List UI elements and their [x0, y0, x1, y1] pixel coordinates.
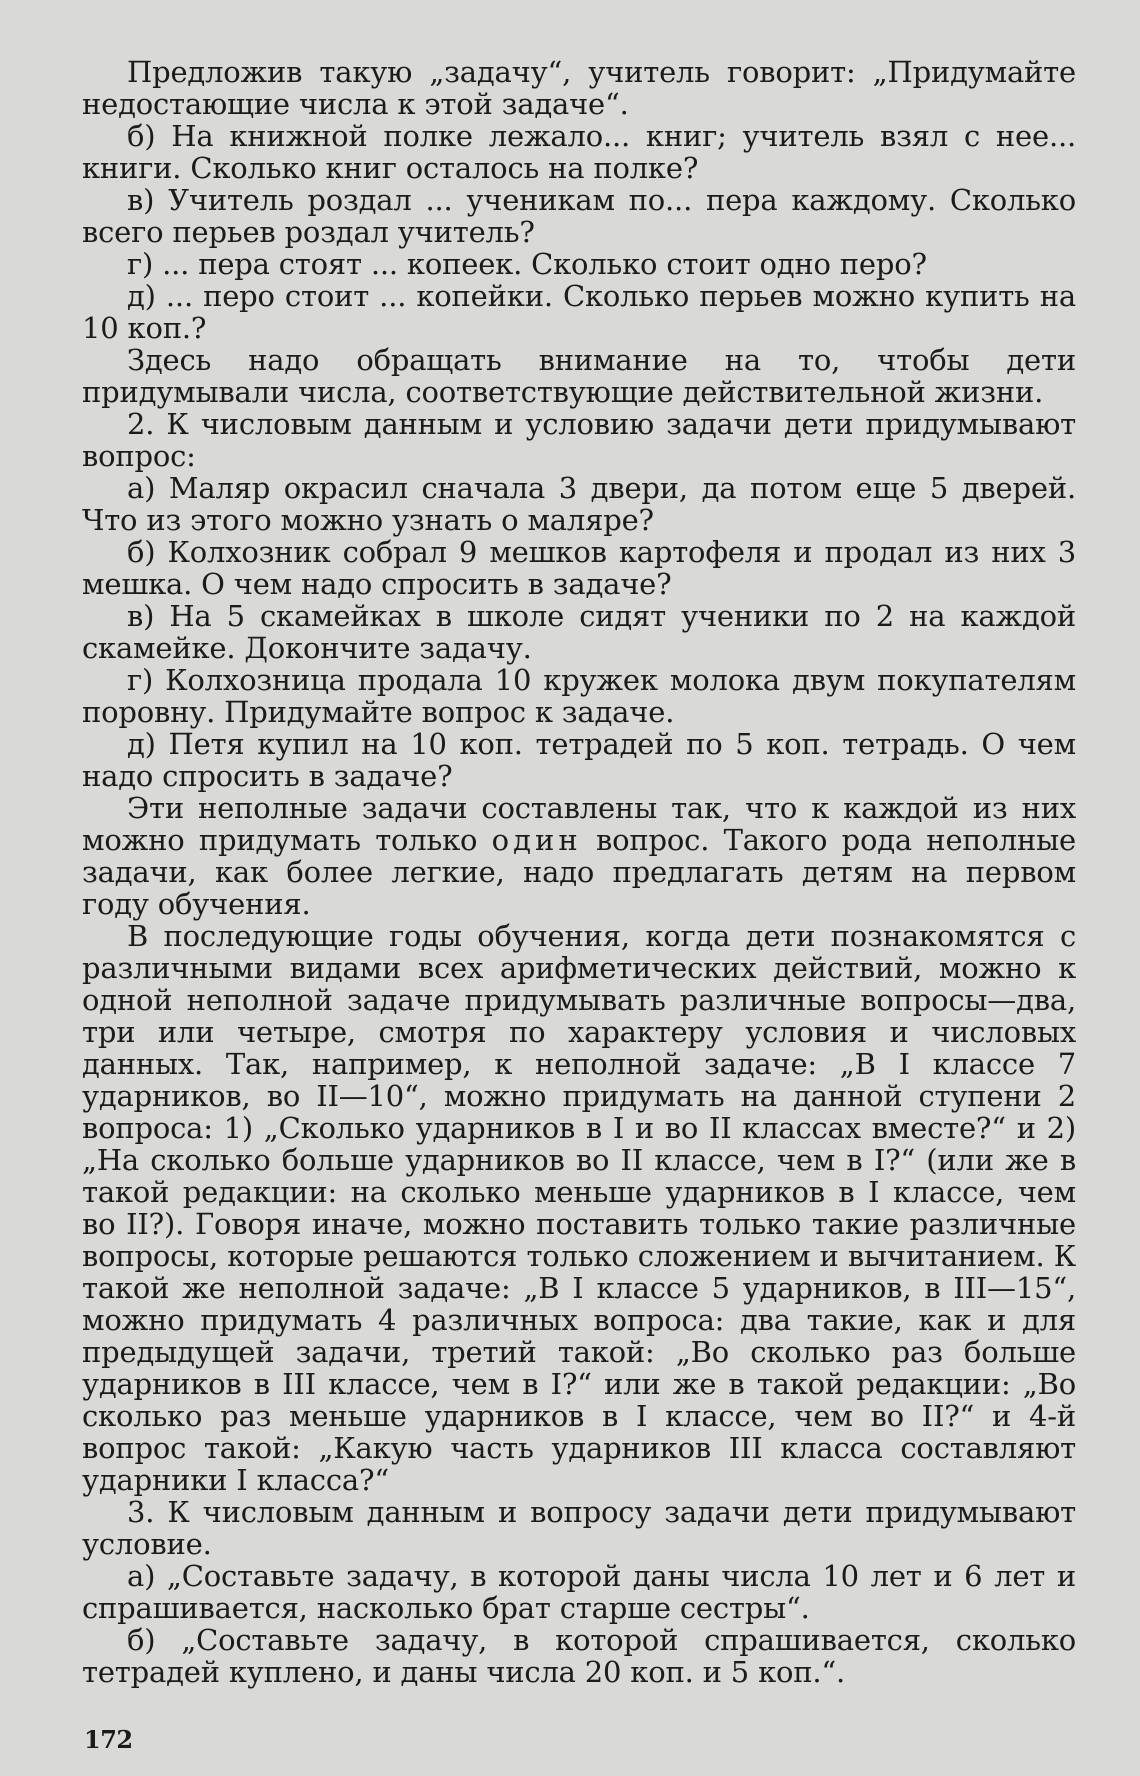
paragraph-question-v: в) На 5 скамейках в школе сидят ученики по 2 на каждой скамейке. Докончите задачу.: [82, 599, 1076, 665]
paragraph-question-d: д) Петя купил на 10 коп. тетрадей по 5 коп. тетрадь. О чем надо спросить в задаче?: [82, 727, 1076, 793]
emphasized-word: один: [491, 823, 582, 857]
paragraph-one-question-start: Эти неполные задачи составлены так, что к каждой из них можно придумать только: [82, 791, 1076, 857]
page-body: [82, 56, 1076, 1688]
paragraph-task-b: б) На книжной полке лежало... книг; учитель взял с нее... книги. Сколько книг осталось на полке?: [82, 119, 1076, 185]
paragraph-one-question: [82, 792, 1076, 920]
paragraph-intro: Предложив такую „задачу“, учитель говорит: „Придумайте недостающие числа к этой задаче“.: [82, 55, 1076, 121]
paragraph-section-2: 2. К числовым данным и условию задачи дети придумывают вопрос:: [82, 407, 1076, 473]
paragraph-section-3: 3. К числовым данным и вопросу задачи дети придумывают условие.: [82, 1495, 1076, 1561]
paragraph-later-years: В последующие годы обучения, когда дети познакомятся с различными видами всех арифметических действий, можно к одной неполной задаче придумывать различные вопросы—два, три или четыре, смотря по характеру условия и числовых данных. Так, например, к неполной задаче: „В I классе 7 ударников, во II—10“, можно придумать на данной ступени 2 вопроса: 1) „Сколько ударников в I и во II классах вместе?“ и 2) „На сколько больше ударников во II классе, чем в I?“ (или же в такой редакции: на сколько меньше ударников в I классе, чем во II?). Говоря иначе, можно поставить только такие различные вопросы, которые решаются только сложением и вычитанием. К такой же неполной задаче: „В I классе 5 ударников, в III—15“, можно придумать 4 различных вопроса: два такие, как и для предыдущей задачи, третий такой: „Во сколько раз больше ударников в III классе, чем в I?“ или же в такой редакции: „Во сколько раз меньше ударников в I классе, чем во II?“ и 4-й вопрос такой: „Какую часть ударников III класса составляют ударники I класса?“: [82, 919, 1076, 1497]
paragraph-one-question-end: вопрос. Такого рода неполные задачи, как более легкие, надо предлагать детям на первом году обучения.: [82, 823, 1076, 921]
paragraph-condition-a: а) „Составьте задачу, в которой даны числа 10 лет и 6 лет и спрашивается, насколько брат старше сестры“.: [82, 1559, 1076, 1625]
paragraph-task-d: д) ... перо стоит ... копейки. Сколько перьев можно купить на 10 коп.?: [82, 279, 1076, 345]
paragraph-question-a: а) Маляр окрасил сначала 3 двери, да потом еще 5 дверей. Что из этого можно узнать о маляре?: [82, 471, 1076, 537]
paragraph-condition-b: б) „Составьте задачу, в которой спрашивается, сколько тетрадей куплено, и даны числа 20 коп. и 5 коп.“.: [82, 1623, 1076, 1689]
paragraph-task-v: в) Учитель роздал ... ученикам по... пера каждому. Сколько всего перьев роздал учитель?: [82, 183, 1076, 249]
paragraph-question-g: г) Колхозница продала 10 кружек молока двум покупателям поровну. Придумайте вопрос к задаче.: [82, 663, 1076, 729]
paragraph-question-b: б) Колхозник собрал 9 мешков картофеля и продал из них 3 мешка. О чем надо спросить в задаче?: [82, 535, 1076, 601]
paragraph-note: Здесь надо обращать внимание на то, чтобы дети придумывали числа, соответствующие действительной жизни.: [82, 343, 1076, 409]
paragraph-task-g: г) ... пера стоят ... копеек. Сколько стоит одно перо?: [127, 247, 927, 281]
page-number: 172: [84, 1725, 133, 1754]
